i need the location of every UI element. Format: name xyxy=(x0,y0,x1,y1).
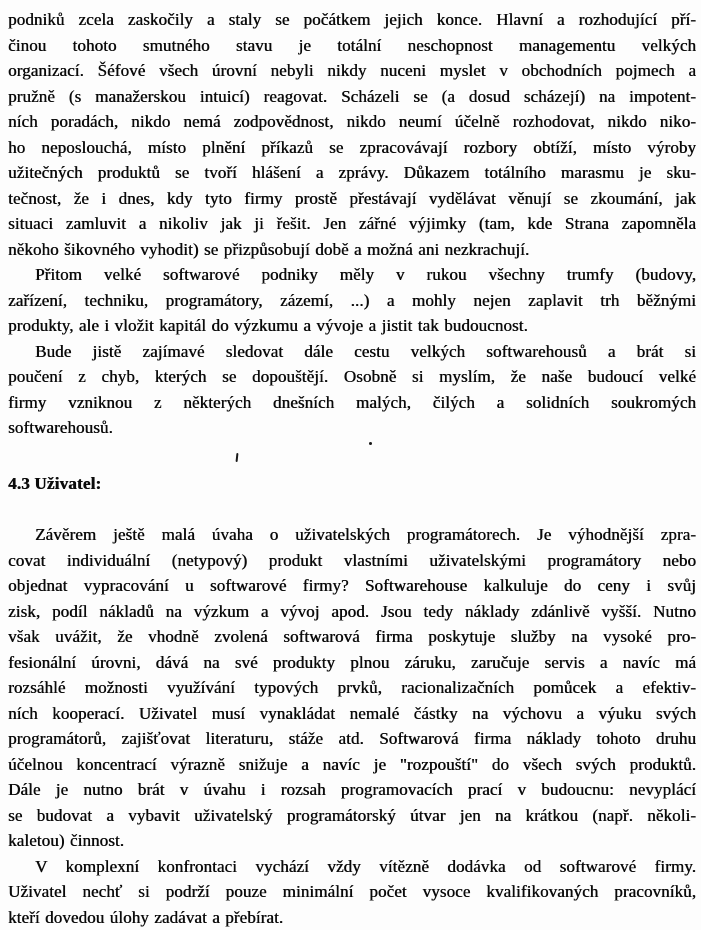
text-line: firmy vzniknou z některých dnešních malých, čilých a solidních soukromých xyxy=(8,390,696,416)
text-line: někoho šikovného vyhodit) se přizpůsobují době a možná ani nezkrachují. xyxy=(8,237,696,263)
paragraph xyxy=(8,262,696,339)
paragraph xyxy=(8,522,696,854)
text-line: podniků zcela zaskočily a staly se počátkem jejich konce. Hlavní a rozhodující pří- xyxy=(8,7,696,33)
text-line: produkty, ale i vložit kapitál do výzkumu a vývoje a jistit tak budoucnost. xyxy=(8,313,696,339)
text-line: situaci zamluvit a nikoliv jak ji řešit. Jen zářné výjimky (tam, kde Strana zapomněla xyxy=(8,211,696,237)
paragraph xyxy=(8,854,696,930)
text-line: Přitom velké softwarové podniky měly v rukou všechny trumfy (budovy, xyxy=(8,262,696,288)
scan-artifact-dot xyxy=(369,442,372,445)
text-line: užitečných produktů se tvoří hlášení a zprávy. Důkazem totálního marasmu je sku- xyxy=(8,160,696,186)
text-line: se budovat a vybavit uživatelský programátorský útvar jen na krátkou (např. několi- xyxy=(8,803,696,829)
text-line: činou tohoto smutného stavu je totální neschopnost managementu velkých xyxy=(8,33,696,59)
section-heading: 4.3 Uživatel: xyxy=(8,471,696,497)
paragraph xyxy=(8,339,696,441)
text-line: Bude jistě zajímavé sledovat dále cestu velkých softwarehousů a brát si xyxy=(8,339,696,365)
text-line: rozsáhlé možnosti využívání typových prvků, racionalizačních pomůcek a efektiv- xyxy=(8,675,696,701)
text-line: poučení z chyb, kterých se dopouštějí. Osobně si myslím, že naše budoucí velké xyxy=(8,364,696,390)
text-line: pružně (s manažerskou intuicí) reagovat. Scházeli se (a dosud scházejí) na impotent- xyxy=(8,84,696,110)
text-line: fesionální úrovni, dává na své produkty plnou záruku, zaručuje servis a navíc má xyxy=(8,650,696,676)
scan-artifact-tick xyxy=(236,453,239,462)
text-line: kteří dovedou úlohy zadávat a přebírat. xyxy=(8,905,696,930)
text-line: Závěrem ještě malá úvaha o uživatelských programátorech. Je výhodnější zpra- xyxy=(8,522,696,548)
text-line: účelnou koncentrací výrazně snižuje a navíc je "rozpouští" do všech svých produktů. xyxy=(8,752,696,778)
text-line: programátorů, zajišťovat literaturu, stáže atd. Softwarová firma náklady tohoto druhu xyxy=(8,726,696,752)
text-line: Dále je nutno brát v úvahu i rozsah programovacích prací v budoucnu: nevyplácí xyxy=(8,777,696,803)
text-line: covat individuální (netypový) produkt vlastními uživatelskými programátory nebo xyxy=(8,548,696,574)
text-line: zařízení, techniku, programátory, zázemí, ...) a mohly nejen zaplavit trh běžnými xyxy=(8,288,696,314)
text-line: však uvážit, že vhodně zvolená softwarová firma poskytuje služby na vysoké pro- xyxy=(8,624,696,650)
paragraph xyxy=(8,7,696,262)
text-line: softwarehousů. xyxy=(8,415,696,441)
text-line: ních kooperací. Uživatel musí vynakládat nemalé částky na výchovu a výuku svých xyxy=(8,701,696,727)
text-line: V komplexní konfrontaci vychází vždy vítězně dodávka od softwarové firmy. xyxy=(8,854,696,880)
text-line: objednat vypracování u softwarové firmy? Softwarehouse kalkuluje do ceny i svůj xyxy=(8,573,696,599)
text-line: ho neposlouchá, místo plnění příkazů se zpracovávají rozbory obtíží, místo výroby xyxy=(8,135,696,161)
text-line: zisk, podíl nákladů na výzkum a vývoj apod. Jsou tedy náklady zdánlivě vyšší. Nutno xyxy=(8,599,696,625)
text-line: ních poradách, nikdo nemá zodpovědnost, nikdo neumí účelně rozhodovat, nikdo niko- xyxy=(8,109,696,135)
text-line: kaletou) činnost. xyxy=(8,828,696,854)
text-line: organizací. Šéfové všech úrovní nebyli nikdy nuceni myslet v obchodních pojmech a xyxy=(8,58,696,84)
text-line: Uživatel nechť si podrží pouze minimální počet vysoce kvalifikovaných pracovníků, xyxy=(8,879,696,905)
text-line: tečnost, že i dnes, kdy tyto firmy prostě přestávají vydělávat věnují se zkoumání, jak xyxy=(8,186,696,212)
